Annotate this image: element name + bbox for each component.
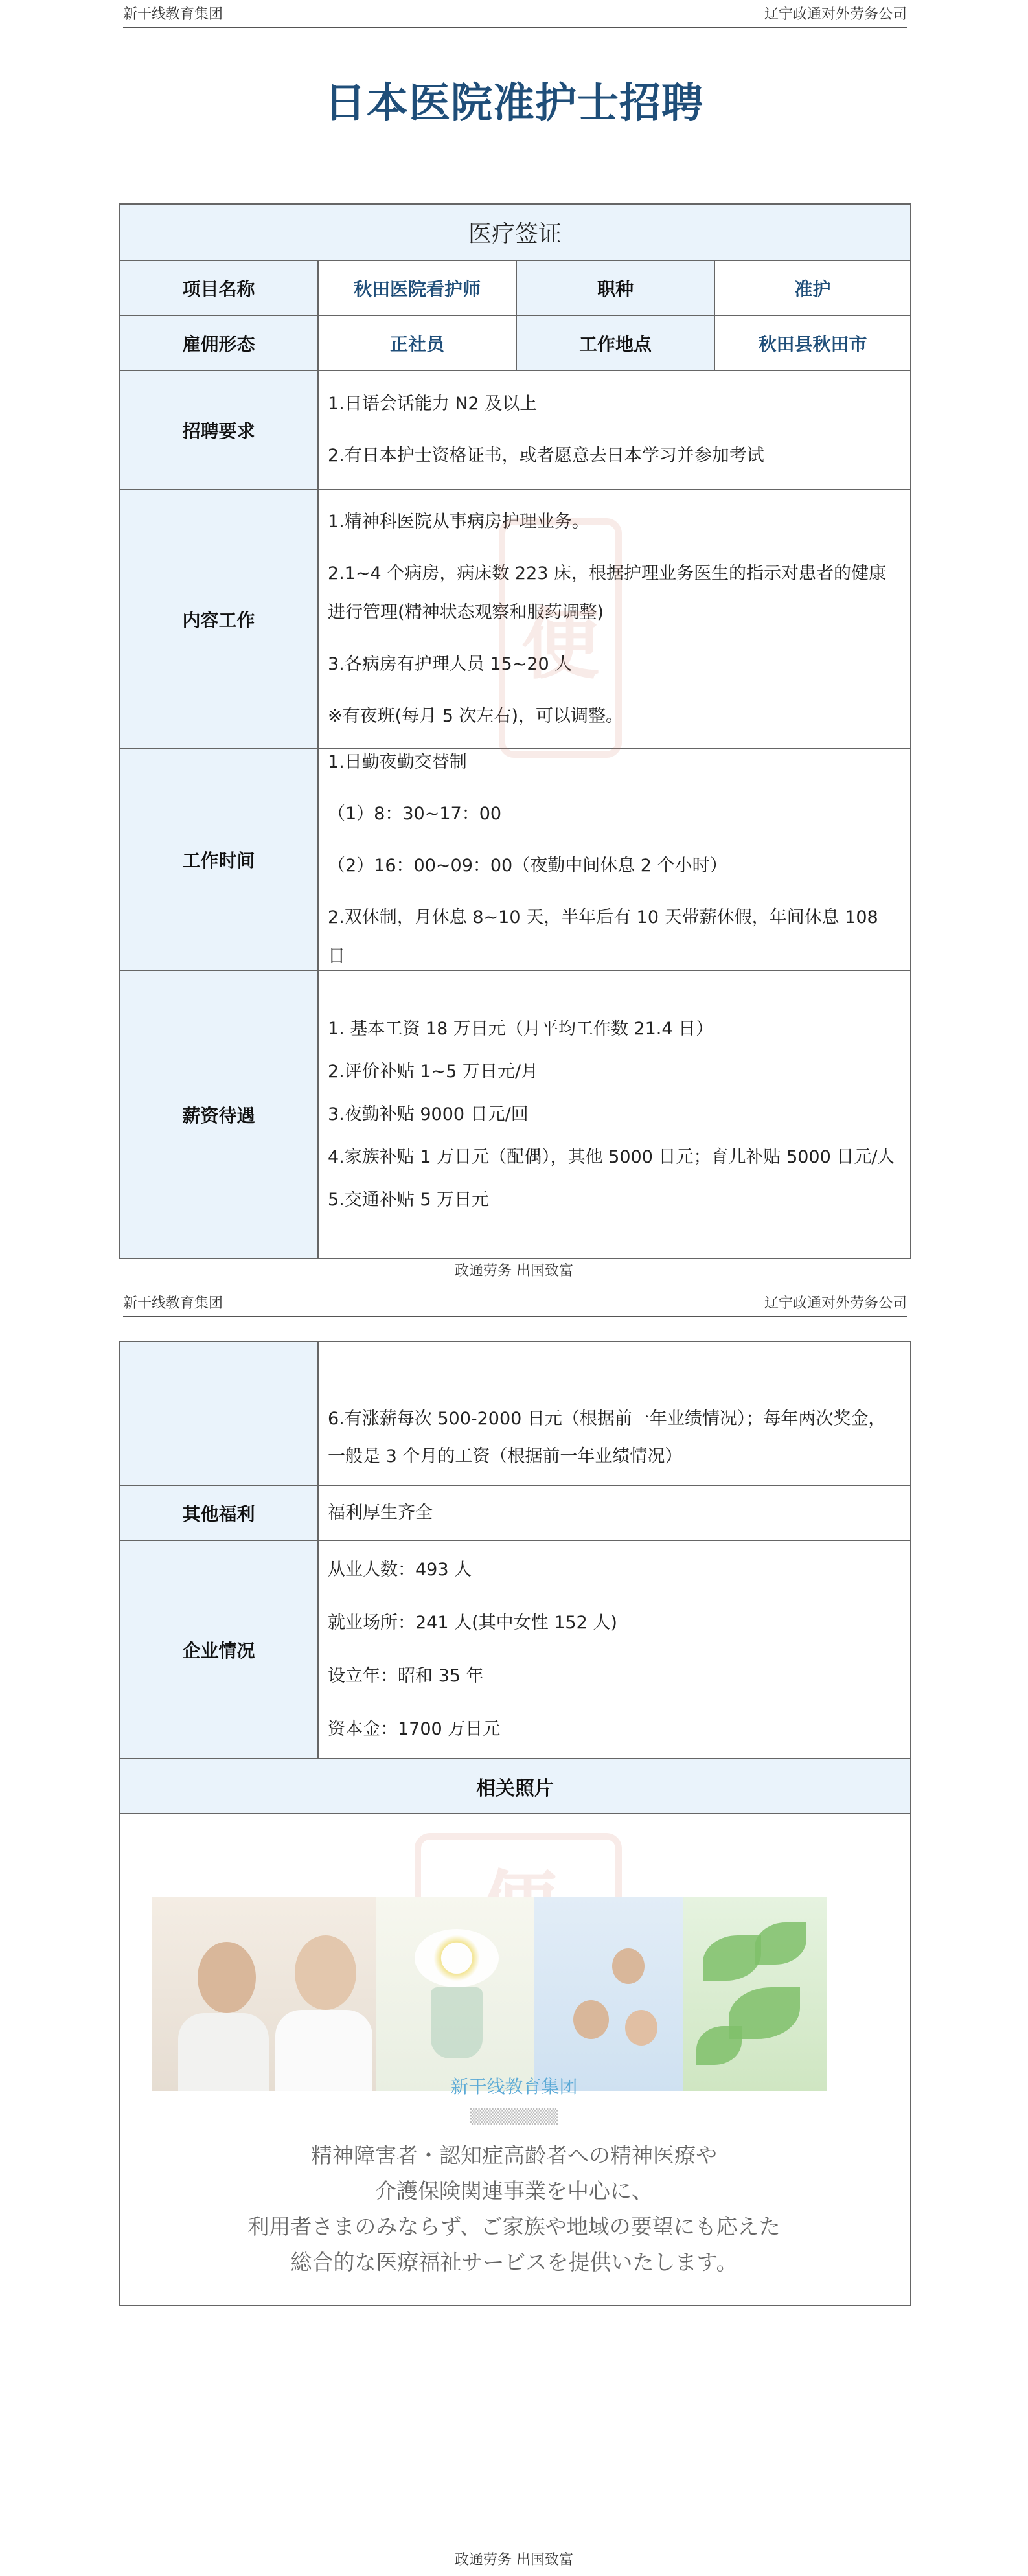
- header-right: 辽宁政通对外劳务公司: [764, 1295, 907, 1312]
- salary-line: 2.评价补贴 1~5 万日元/月: [328, 1061, 539, 1082]
- hours-line: 2.双休制，月休息 8~10 天，半年后有 10 天带薪休假，年间休息 108 日: [328, 907, 878, 966]
- page-header-2: [123, 1289, 907, 1317]
- hospital-photo: [152, 1897, 827, 2091]
- salary-line: 5.交通补贴 5 万日元: [328, 1189, 490, 1210]
- photos-heading-row: [120, 1759, 910, 1814]
- photos-heading: 相关照片: [120, 1759, 910, 1813]
- page-footer-2: 政通劳务 出国致富: [455, 2552, 573, 2568]
- work-line: 2.1~4 个病房，病床数 223 床，根据护理业务医生的指示对患者的健康进行管理(精神状态观察和服药调整): [328, 564, 887, 622]
- header-left: 新干线教育集团: [123, 6, 223, 23]
- salary-continued-row: [120, 1342, 910, 1486]
- header-left: 新干线教育集团: [123, 1295, 223, 1312]
- caption-line: 精神障害者・認知症高齢者への精神医療や: [311, 2143, 717, 2168]
- salary-label: 薪资待遇: [120, 971, 319, 1258]
- photo-elderly-couple: [152, 1897, 376, 2091]
- salary-continued-content: [319, 1342, 910, 1485]
- photo-caption: [0, 2137, 1028, 2280]
- salary-continued-label: [120, 1342, 319, 1485]
- visa-type-heading: 医疗签证: [120, 205, 910, 260]
- photo-watermark: 新干线教育集团: [450, 2076, 578, 2097]
- salary-content: [319, 971, 910, 1258]
- work-line: 1.精神科医院从事病房护理业务。: [328, 512, 589, 532]
- page-header-1: [123, 0, 907, 28]
- salary-row: [120, 971, 910, 1258]
- work-content-label: 内容工作: [120, 490, 319, 748]
- requirement-line: 1.日语会话能力 N2 及以上: [328, 394, 538, 414]
- company-line: 资本金：1700 万日元: [328, 1718, 501, 1739]
- hours-line: （2）16：00~09：00（夜勤中间休息 2 个小时）: [328, 856, 727, 876]
- job-type-value: 准护: [794, 278, 831, 300]
- company-row: [120, 1541, 910, 1759]
- caption-line: 介護保険関連事業を中心に、: [375, 2178, 653, 2204]
- blurred-text: ▒▒▒▒▒▒▒▒: [470, 2109, 558, 2125]
- band-row: [120, 205, 910, 261]
- hours-line: 1.日勤夜勤交替制: [328, 752, 467, 772]
- salary-line: 4.家族补贴 1 万日元（配偶），其他 5000 日元；育儿补贴 5000 日元/人: [328, 1146, 895, 1167]
- salary-line: 3.夜勤补贴 9000 日元/回: [328, 1104, 529, 1124]
- work-line: 3.各病房有护理人员 15~20 人: [328, 654, 573, 674]
- employment-row: [120, 316, 910, 371]
- employment-type-label: 雇佣形态: [120, 316, 319, 370]
- employment-type-value: 正社员: [319, 316, 517, 370]
- welfare-label: 其他福利: [120, 1486, 319, 1540]
- work-location-value: 秋田县秋田市: [758, 333, 867, 355]
- project-name-label: 项目名称: [120, 261, 319, 315]
- header-right: 辽宁政通对外劳务公司: [764, 6, 907, 23]
- caption-line: 総合的な医療福祉サービスを提供いたします。: [290, 2250, 738, 2275]
- requirements-content: [319, 371, 910, 489]
- photo-flowers: [376, 1897, 534, 2091]
- work-hours-row: [120, 749, 910, 971]
- salary-line: 6.有涨薪每次 500-2000 日元（根据前一年业绩情况）；每年两次奖金，一般是 3 个月的工资（根据前一年业绩情况）: [328, 1409, 886, 1466]
- seal-watermark: 便: [499, 518, 622, 758]
- hours-line: （1）8：30~17：00: [328, 804, 502, 824]
- job-type-label: 职种: [517, 261, 715, 315]
- page-footer-1: 政通劳务 出国致富: [455, 1263, 573, 1279]
- work-line: ※有夜班(每月 5 次左右)，可以调整。: [328, 706, 624, 726]
- requirement-line: 2.有日本护士资格证书，或者愿意去日本学习并参加考试: [328, 446, 764, 466]
- requirements-row: [120, 371, 910, 490]
- company-label: 企业情况: [120, 1541, 319, 1758]
- photo-family: [534, 1897, 683, 2091]
- company-line: 从业人数：493 人: [328, 1559, 472, 1580]
- requirements-label: 招聘要求: [120, 371, 319, 489]
- page-title: 日本医院准护士招聘: [325, 80, 703, 128]
- welfare-row: [120, 1486, 910, 1541]
- photo-leaves: [683, 1897, 827, 2091]
- company-line: 设立年：昭和 35 年: [328, 1665, 484, 1686]
- company-content: [319, 1541, 910, 1758]
- work-location-label: 工作地点: [517, 316, 715, 370]
- work-hours-content: [319, 749, 910, 970]
- salary-line: 1. 基本工资 18 万日元（月平均工作数 21.4 日）: [328, 1018, 714, 1039]
- project-row: [120, 261, 910, 316]
- welfare-value: 福利厚生齐全: [328, 1502, 433, 1523]
- caption-line: 利用者さまのみならず、ご家族や地域の要望にも応えた: [247, 2214, 781, 2239]
- company-line: 就业场所：241 人(其中女性 152 人): [328, 1612, 617, 1633]
- project-name-value: 秋田医院看护师: [319, 261, 517, 315]
- work-hours-label: 工作时间: [120, 749, 319, 970]
